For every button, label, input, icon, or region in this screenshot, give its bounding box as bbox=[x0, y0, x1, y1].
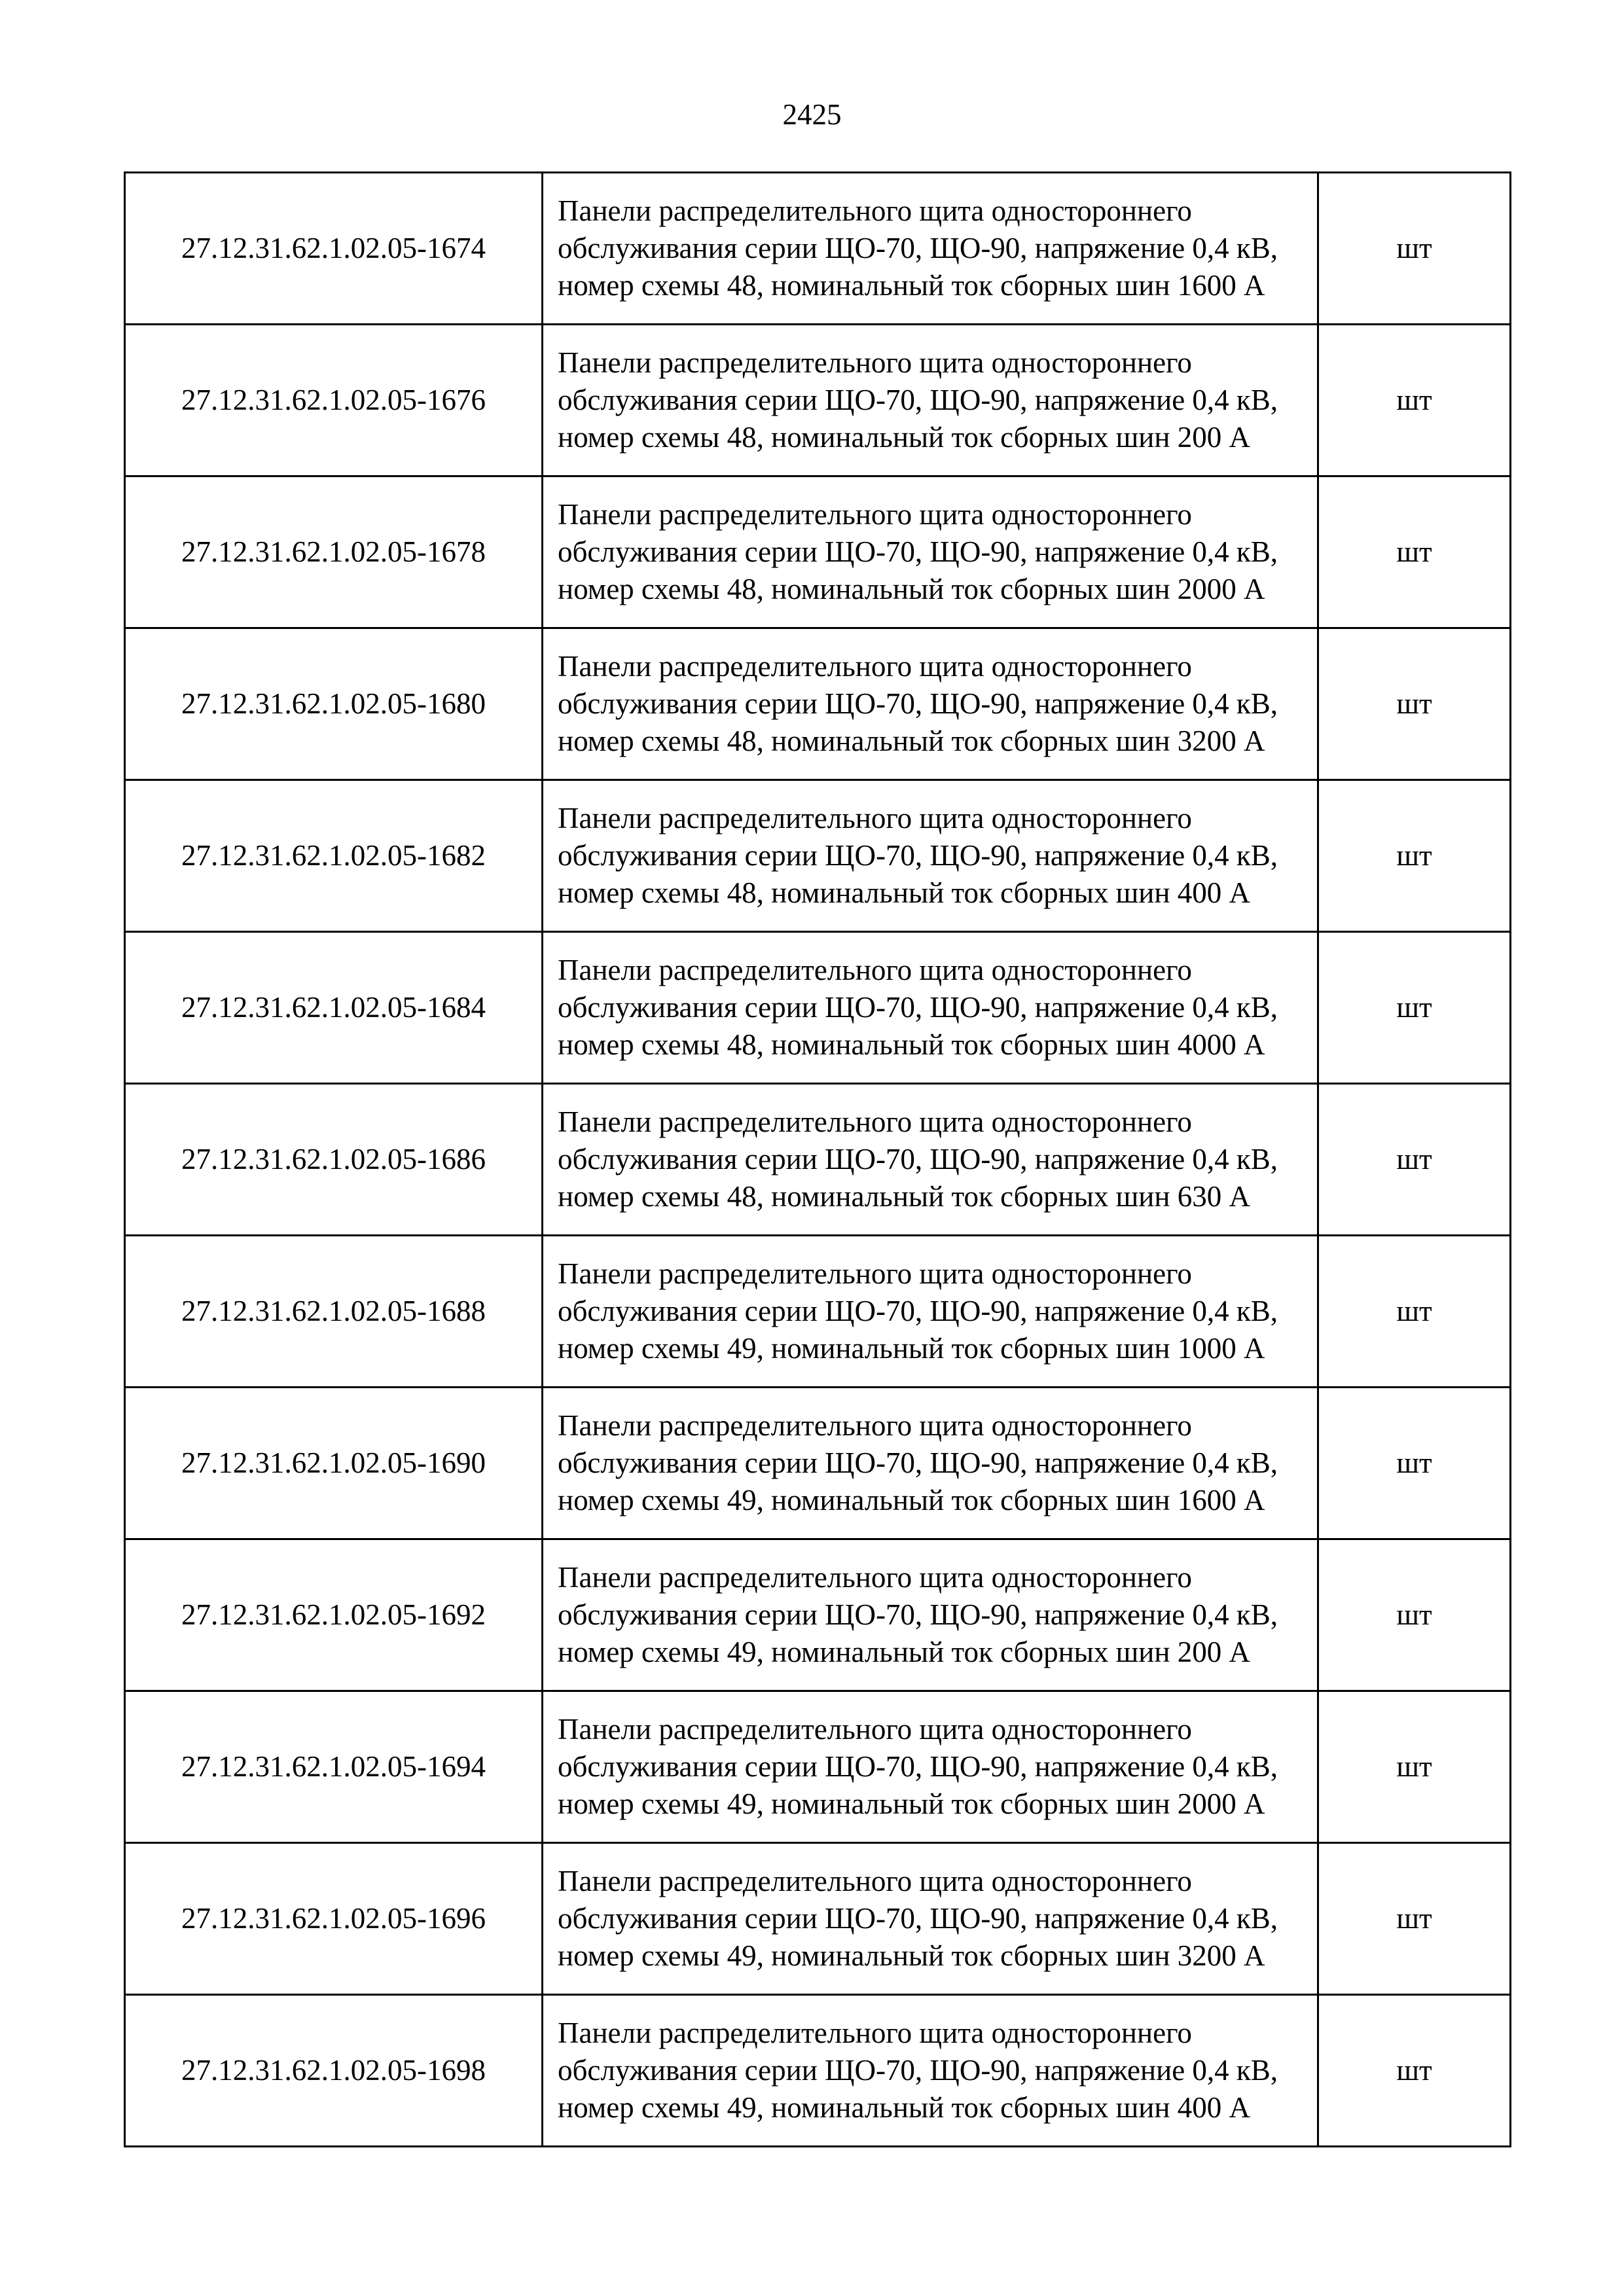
row-unit: шт bbox=[1318, 1388, 1511, 1539]
row-description: Панели распределительного щита одностороннего обслуживания серии ЩО-70, ЩО-90, напряжение 0,4 кВ, номер схемы 48, номинальный ток сборных шин 630 А bbox=[543, 1084, 1318, 1236]
row-description: Панели распределительного щита одностороннего обслуживания серии ЩО-70, ЩО-90, напряжение 0,4 кВ, номер схемы 49, номинальный ток сборных шин 3200 А bbox=[543, 1843, 1318, 1995]
row-description: Панели распределительного щита одностороннего обслуживания серии ЩО-70, ЩО-90, напряжение 0,4 кВ, номер схемы 48, номинальный ток сборных шин 2000 А bbox=[543, 476, 1318, 628]
table-row bbox=[125, 1691, 1511, 1843]
row-description: Панели распределительного щита одностороннего обслуживания серии ЩО-70, ЩО-90, напряжение 0,4 кВ, номер схемы 48, номинальный ток сборных шин 3200 А bbox=[543, 628, 1318, 780]
row-unit: шт bbox=[1318, 780, 1511, 932]
table-row bbox=[125, 1084, 1511, 1236]
row-code: 27.12.31.62.1.02.05-1692 bbox=[125, 1539, 543, 1691]
row-code: 27.12.31.62.1.02.05-1684 bbox=[125, 932, 543, 1084]
table-row bbox=[125, 325, 1511, 476]
row-unit: шт bbox=[1318, 1995, 1511, 2147]
page-number: 2425 bbox=[782, 98, 842, 131]
table-row bbox=[125, 1236, 1511, 1388]
row-description: Панели распределительного щита одностороннего обслуживания серии ЩО-70, ЩО-90, напряжение 0,4 кВ, номер схемы 48, номинальный ток сборных шин 400 А bbox=[543, 780, 1318, 932]
row-unit: шт bbox=[1318, 1843, 1511, 1995]
row-code: 27.12.31.62.1.02.05-1674 bbox=[125, 173, 543, 325]
row-unit: шт bbox=[1318, 628, 1511, 780]
table-row bbox=[125, 173, 1511, 325]
table-row bbox=[125, 1388, 1511, 1539]
row-unit: шт bbox=[1318, 1084, 1511, 1236]
row-unit: шт bbox=[1318, 1691, 1511, 1843]
table-row bbox=[125, 780, 1511, 932]
table-row bbox=[125, 932, 1511, 1084]
row-code: 27.12.31.62.1.02.05-1686 bbox=[125, 1084, 543, 1236]
row-unit: шт bbox=[1318, 173, 1511, 325]
row-code: 27.12.31.62.1.02.05-1698 bbox=[125, 1995, 543, 2147]
table-row bbox=[125, 1995, 1511, 2147]
row-description: Панели распределительного щита одностороннего обслуживания серии ЩО-70, ЩО-90, напряжение 0,4 кВ, номер схемы 49, номинальный ток сборных шин 1000 А bbox=[543, 1236, 1318, 1388]
row-code: 27.12.31.62.1.02.05-1690 bbox=[125, 1388, 543, 1539]
row-code: 27.12.31.62.1.02.05-1680 bbox=[125, 628, 543, 780]
row-code: 27.12.31.62.1.02.05-1678 bbox=[125, 476, 543, 628]
row-unit: шт bbox=[1318, 1236, 1511, 1388]
row-description: Панели распределительного щита одностороннего обслуживания серии ЩО-70, ЩО-90, напряжение 0,4 кВ, номер схемы 49, номинальный ток сборных шин 200 А bbox=[543, 1539, 1318, 1691]
row-code: 27.12.31.62.1.02.05-1682 bbox=[125, 780, 543, 932]
row-unit: шт bbox=[1318, 476, 1511, 628]
row-code: 27.12.31.62.1.02.05-1696 bbox=[125, 1843, 543, 1995]
price-table bbox=[124, 171, 1511, 2147]
row-description: Панели распределительного щита одностороннего обслуживания серии ЩО-70, ЩО-90, напряжение 0,4 кВ, номер схемы 48, номинальный ток сборных шин 1600 А bbox=[543, 173, 1318, 325]
row-description: Панели распределительного щита одностороннего обслуживания серии ЩО-70, ЩО-90, напряжение 0,4 кВ, номер схемы 49, номинальный ток сборных шин 2000 А bbox=[543, 1691, 1318, 1843]
row-unit: шт bbox=[1318, 932, 1511, 1084]
table-row bbox=[125, 1843, 1511, 1995]
row-code: 27.12.31.62.1.02.05-1676 bbox=[125, 325, 543, 476]
row-code: 27.12.31.62.1.02.05-1694 bbox=[125, 1691, 543, 1843]
table-row bbox=[125, 1539, 1511, 1691]
row-description: Панели распределительного щита одностороннего обслуживания серии ЩО-70, ЩО-90, напряжение 0,4 кВ, номер схемы 49, номинальный ток сборных шин 400 А bbox=[543, 1995, 1318, 2147]
row-description: Панели распределительного щита одностороннего обслуживания серии ЩО-70, ЩО-90, напряжение 0,4 кВ, номер схемы 48, номинальный ток сборных шин 200 А bbox=[543, 325, 1318, 476]
row-description: Панели распределительного щита одностороннего обслуживания серии ЩО-70, ЩО-90, напряжение 0,4 кВ, номер схемы 49, номинальный ток сборных шин 1600 А bbox=[543, 1388, 1318, 1539]
row-unit: шт bbox=[1318, 1539, 1511, 1691]
row-unit: шт bbox=[1318, 325, 1511, 476]
row-description: Панели распределительного щита одностороннего обслуживания серии ЩО-70, ЩО-90, напряжение 0,4 кВ, номер схемы 48, номинальный ток сборных шин 4000 А bbox=[543, 932, 1318, 1084]
table-row bbox=[125, 628, 1511, 780]
table-row bbox=[125, 476, 1511, 628]
row-code: 27.12.31.62.1.02.05-1688 bbox=[125, 1236, 543, 1388]
